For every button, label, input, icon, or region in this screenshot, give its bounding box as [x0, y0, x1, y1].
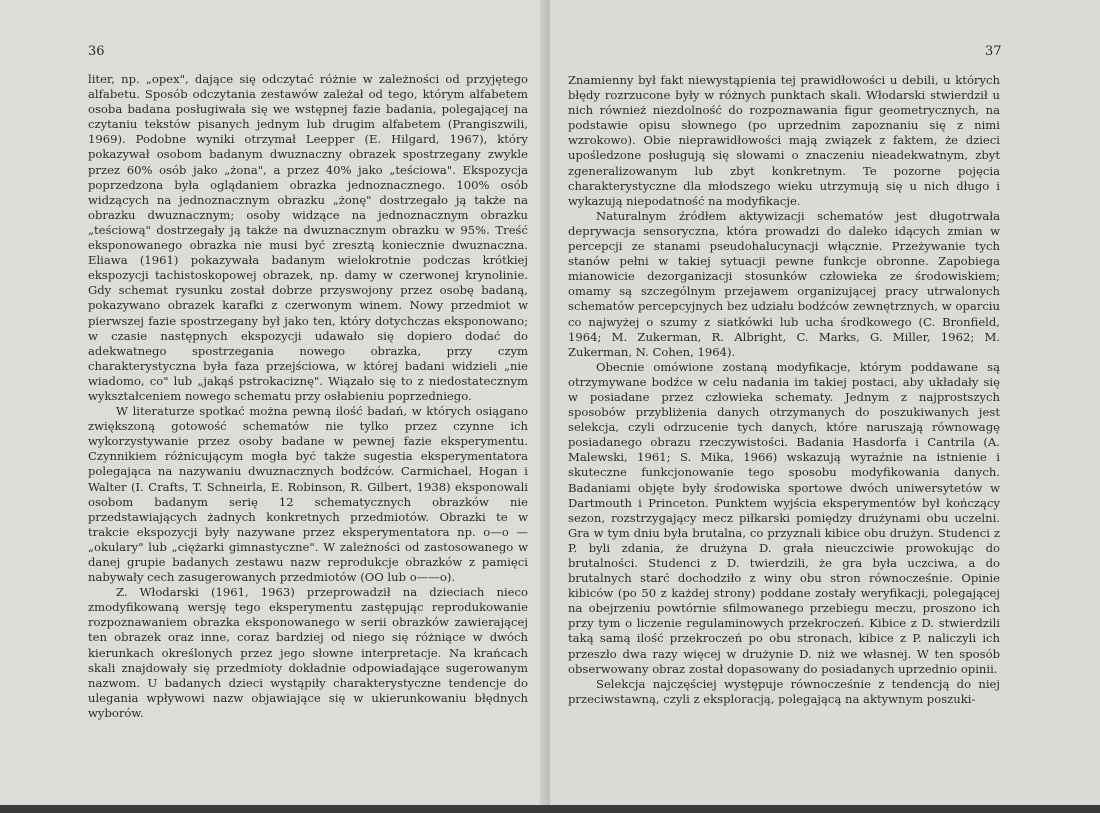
paragraph: liter, np. „opex", dające się odczytać różnie w zależności od przyjętego alfabetu. Sposób odczytania zestawów zależał od tego, którym alfabetem osoba badana posługiwała się we wstępnej fazie badania, polegającej na czytaniu tekstów pisanych jednym lub drugim alfabetem (Prangiszwili, 1969). Podobne wyniki otrzymał Leepper (E. Hilgard, 1967), który pokazywał osobom badanym dwuznaczny obrazek spostrzegany zwykle przez 60% osób jako „żona", a przez 40% jako „teściowa". Ekspozycja poprzedzona była oglądaniem obrazka jednoznacznego. 100% osób widzących na jednoznacznym obrazku „żonę" dostrzegało ją także na obrazku dwuznacznym; osoby widzące na jednoznacznym obrazku „teściową" dostrzegały ją także na dwuznacznym obrazku w 95%. Treść eksponowanego obrazka nie musi być zresztą koniecznie dwuznaczna. Eliawa (1961) pokazywała badanym wielokrotnie podczas krótkiej ekspozycji tachistoskopowej obrazek, np. damy w czerwonej krynolinie. Gdy schemat rysunku został dobrze przyswojony przez osobę badaną, pokazywano obrazek karafki z czerwonym winem. Nowy przedmiot w pierwszej fazie spostrzegany był jako ten, który dotychczas eksponowano; w czasie następnych ekspozycji udawało się dopiero dodać do adekwatnego spostrzegania nowego obrazka, przy czym charakterystyczna była faza przejściowa, w której badani widzieli „nie wiadomo, co" lub „jakąś pstrokaciznę". Wiązało się to z niedostatecznym wykształceniem nowego schematu przy osłabieniu poprzedniego.: [88, 72, 528, 403]
paragraph: Naturalnym źródłem aktywizacji schematów jest długotrwała deprywacja sensoryczna, która prowadzi do daleko idących zmian w percepcji ze stanami pseudohalucynacji włącznie. Przeżywanie tych stanów pełni w takiej sytuacji pewne funkcje obronne. Zapobiega mianowicie dezorganizacji stosunków człowieka ze środowiskiem; omamy są szczególnym przejawem organizującej pracy utrwalonych schematów percepcyjnych bez udziału bodźców zewnętrznych, w oparciu co najwyżej o szumy z siatkówki lub ucha środkowego (C. Bronfield, 1964; M. Zukerman, R. Albright, C. Marks, G. Miller, 1962; M. Zukerman, N. Cohen, 1964).: [568, 208, 1000, 359]
paragraph: Z. Włodarski (1961, 1963) przeprowadził na dzieciach nieco zmodyfikowaną wersję tego eksperymentu zastępując reprodukowanie rozpoznawaniem obrazka eksponowanego w serii obrazków zawierającej ten obrazek oraz inne, coraz bardziej od niego się różniące w dwóch kierunkach określonych przez jego słowne interpretacje. Na krańcach skali znajdowały się przedmioty dokładnie odpowiadające sugerowanym nazwom. U badanych dzieci wystąpiły charakterystyczne tendencje do ulegania wpływowi nazw objawiające się w ukierunkowaniu błędnych wyborów.: [88, 585, 528, 720]
page-number: 36: [88, 44, 105, 59]
paragraph: W literaturze spotkać można pewną ilość badań, w których osiągano zwiększoną gotowość schematów nie tylko przez czynne ich wykorzystywanie przez osoby badane w pewnej fazie eksperymentu. Czynnikiem różnicującym mogła być także sugestia eksperymentatora polegająca na nazywaniu dwuznacznych bodźców. Carmichael, Hogan i Walter (I. Crafts, T. Schneirla, E. Robinson, R. Gilbert, 1938) eksponowali osobom badanym serię 12 schematycznych obrazków nie przedstawiających żadnych konkretnych przedmiotów. Obrazki te w trakcie ekspozycji były nazywane przez eksperymentatora np. o—o — „okulary" lub „ciężarki gimnastyczne". W zależności od zastosowanego w danej grupie badanych zestawu nazw reprodukcje obrazków z pamięci nabywały cech zasugerowanych przedmiotów (OO lub o——o).: [88, 404, 528, 585]
paragraph: Obecnie omówione zostaną modyfikacje, którym poddawane są otrzymywane bodźce w celu nadania im takiej postaci, aby układały się w posiadane przez człowieka schematy. Jednym z najprostszych sposobów przybliżenia danych otrzymanych do poszukiwanych jest selekcja, czyli odrzucenie tych danych, które naruszają równowagę posiadanego obrazu rzeczywistości. Badania Hasdorfa i Cantrila (A. Malewski, 1961; S. Mika, 1966) wskazują wyraźnie na istnienie i skuteczne funkcjonowanie tego sposobu modyfikowania danych. Badaniami objęte były środowiska sportowe dwóch uniwersytetów w Dartmouth i Princeton. Punktem wyjścia eksperymentów był kończący sezon, rozstrzygający mecz piłkarski pomiędzy drużynami obu uczelni. Gra w tym dniu była brutalna, co przyznali kibice obu drużyn. Studenci z P. byli zdania, że drużyna D. grała nieuczciwie prowokując do brutalności. Studenci z D. twierdzili, że gra była uczciwa, a do brutalnych starć dochodziło z winy obu stron równocześnie. Opinie kibiców (po 50 z każdej strony) poddane zostały weryfikacji, polegającej na obejrzeniu powtórnie sfilmowanego przebiegu meczu, proszono ich przy tym o liczenie regulaminowych przekroczeń. Kibice z D. stwierdzili taką samą ilość przekroczeń po obu stronach, kibice z P. naliczyli ich przeszło dwa razy więcej w drużynie D. niż we własnej. W ten sposób obserwowany obraz został dopasowany do posiadanych uprzednio opinii.: [568, 359, 1000, 676]
page-text: [568, 73, 1000, 707]
right-page: [550, 0, 1100, 813]
page-text: [88, 72, 528, 721]
paragraph: Selekcja najczęściej występuje równocześnie z tendencją do niej przeciwstawną, czyli z eksploracją, polegającą na aktywnym poszuki-: [568, 676, 1000, 706]
page-number: 37: [985, 44, 1002, 59]
left-page: [0, 0, 548, 813]
paragraph: Znamienny był fakt niewystąpienia tej prawidłowości u debili, u których błędy rozrzucone były w różnych punktach skali. Włodarski stwierdził u nich również niezdolność do rozpoznawania figur geometrycznych, na podstawie opisu słownego (po uprzednim zapoznaniu się z nimi wzrokowo). Obie nieprawidłowości mają związek z faktem, że dzieci upośledzone posługują się słowami o znaczeniu nieadekwatnym, zbyt zgeneralizowanym lub zbyt konkretnym. Te pozorne pojęcia charakterystyczne dla młodszego wieku utrzymują się u nich długo i wykazują niepodatność na modyfikacje.: [568, 73, 1000, 208]
scan-bottom-edge: [0, 805, 1100, 813]
